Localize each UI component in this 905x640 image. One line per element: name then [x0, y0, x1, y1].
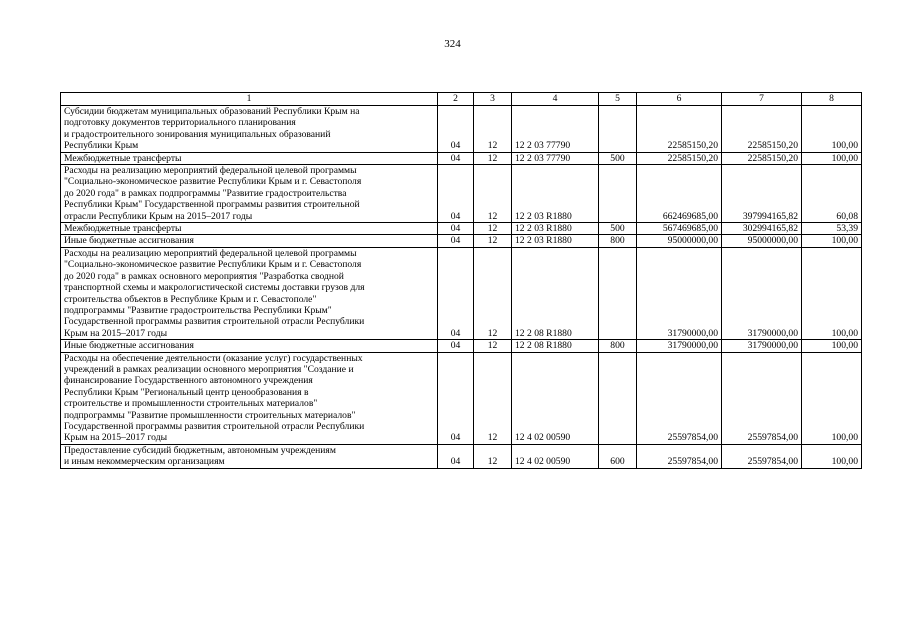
- table-row: [61, 444, 862, 468]
- row-subsection-code: 12: [474, 444, 512, 468]
- row-plan-amount: 31790000,00: [637, 340, 722, 352]
- row-description: Иные бюджетные ассигнования: [61, 340, 438, 352]
- row-description: Иные бюджетные ассигнования: [61, 235, 438, 247]
- row-plan-amount: 25597854,00: [637, 444, 722, 468]
- table-row: [61, 223, 862, 235]
- row-percent: 53,39: [802, 223, 862, 235]
- row-plan-amount: 22585150,20: [637, 106, 722, 153]
- row-expense-type: [599, 106, 637, 153]
- header-cell: 5: [599, 93, 637, 106]
- row-plan-amount: 22585150,20: [637, 152, 722, 164]
- row-actual-amount: 25597854,00: [722, 444, 802, 468]
- row-section-code: 04: [438, 165, 474, 223]
- row-subsection-code: 12: [474, 340, 512, 352]
- row-actual-amount: 397994165,82: [722, 165, 802, 223]
- row-plan-amount: 31790000,00: [637, 247, 722, 339]
- row-percent: 100,00: [802, 106, 862, 153]
- row-subsection-code: 12: [474, 165, 512, 223]
- row-target-article: 12 4 02 00590: [512, 352, 599, 444]
- row-percent: 100,00: [802, 352, 862, 444]
- row-subsection-code: 12: [474, 223, 512, 235]
- row-plan-amount: 25597854,00: [637, 352, 722, 444]
- row-actual-amount: 95000000,00: [722, 235, 802, 247]
- row-expense-type: [599, 352, 637, 444]
- row-description: Предоставление субсидий бюджетным, автономным учреждениям и иным некоммерческим организациям: [61, 444, 438, 468]
- row-description: Расходы на реализацию мероприятий федеральной целевой программы "Социально-экономическое развитие Республики Крым и г. Севастополя до 2020 года" в рамках основного мероприятия "Разработка сводной транспортной схемы и макрологистической системы доставки грузов для строительства объектов в Республике Крым и г. Севастополе" подпрограммы "Развитие градостроительства Республики Крым" Государственной программы развития строительной отрасли Республики Крым на 2015–2017 годы: [61, 247, 438, 339]
- row-expense-type: [599, 247, 637, 339]
- row-target-article: 12 2 03 R1880: [512, 235, 599, 247]
- row-description: Расходы на обеспечение деятельности (оказание услуг) государственных учреждений в рамках реализации основного мероприятия "Создание и финансирование Государственного автономного учреждения Республики Крым "Региональный центр ценообразования в строительстве и промышленности строительных материалов" подпрограммы "Развитие промышленности строительных материалов" Государственной программы развития строительной отрасли Республики Крым на 2015–2017 годы: [61, 352, 438, 444]
- page-number: 324: [444, 38, 461, 50]
- row-section-code: 04: [438, 247, 474, 339]
- row-expense-type: 800: [599, 340, 637, 352]
- row-plan-amount: 95000000,00: [637, 235, 722, 247]
- row-expense-type: [599, 165, 637, 223]
- row-target-article: 12 2 08 R1880: [512, 340, 599, 352]
- row-percent: 100,00: [802, 235, 862, 247]
- header-cell: 7: [722, 93, 802, 106]
- row-actual-amount: 31790000,00: [722, 247, 802, 339]
- row-actual-amount: 31790000,00: [722, 340, 802, 352]
- row-section-code: 04: [438, 340, 474, 352]
- row-section-code: 04: [438, 152, 474, 164]
- row-target-article: 12 4 02 00590: [512, 444, 599, 468]
- table-row: [61, 352, 862, 444]
- table-row: [61, 152, 862, 164]
- row-plan-amount: 662469685,00: [637, 165, 722, 223]
- row-section-code: 04: [438, 352, 474, 444]
- row-target-article: 12 2 03 R1880: [512, 223, 599, 235]
- row-subsection-code: 12: [474, 106, 512, 153]
- row-percent: 60,08: [802, 165, 862, 223]
- row-percent: 100,00: [802, 247, 862, 339]
- row-description: Субсидии бюджетам муниципальных образований Республики Крым на подготовку документов территориального планирования и градостроительного зонирования муниципальных образований Республики Крым: [61, 106, 438, 153]
- row-target-article: 12 2 03 77790: [512, 106, 599, 153]
- row-target-article: 12 2 03 R1880: [512, 165, 599, 223]
- row-expense-type: 500: [599, 152, 637, 164]
- row-actual-amount: 25597854,00: [722, 352, 802, 444]
- budget-table: [60, 92, 862, 469]
- row-subsection-code: 12: [474, 352, 512, 444]
- header-cell: 6: [637, 93, 722, 106]
- row-actual-amount: 302994165,82: [722, 223, 802, 235]
- row-expense-type: 600: [599, 444, 637, 468]
- header-cell: 3: [474, 93, 512, 106]
- table-row: [61, 165, 862, 223]
- row-expense-type: 500: [599, 223, 637, 235]
- row-percent: 100,00: [802, 340, 862, 352]
- row-percent: 100,00: [802, 152, 862, 164]
- row-percent: 100,00: [802, 444, 862, 468]
- header-row: [61, 93, 862, 106]
- row-section-code: 04: [438, 106, 474, 153]
- row-target-article: 12 2 08 R1880: [512, 247, 599, 339]
- table-row: [61, 340, 862, 352]
- row-subsection-code: 12: [474, 235, 512, 247]
- table-row: [61, 106, 862, 153]
- row-actual-amount: 22585150,20: [722, 152, 802, 164]
- row-section-code: 04: [438, 444, 474, 468]
- row-description: Межбюджетные трансферты: [61, 152, 438, 164]
- row-actual-amount: 22585150,20: [722, 106, 802, 153]
- row-target-article: 12 2 03 77790: [512, 152, 599, 164]
- row-expense-type: 800: [599, 235, 637, 247]
- row-section-code: 04: [438, 223, 474, 235]
- row-plan-amount: 567469685,00: [637, 223, 722, 235]
- header-cell: 1: [61, 93, 438, 106]
- header-cell: 8: [802, 93, 862, 106]
- row-description: Расходы на реализацию мероприятий федеральной целевой программы "Социально-экономическое развитие Республики Крым и г. Севастополя до 2020 года" в рамках подпрограммы "Развитие градостроительства Республики Крым" Государственной программы развития строительной отрасли Республики Крым на 2015–2017 годы: [61, 165, 438, 223]
- row-subsection-code: 12: [474, 152, 512, 164]
- header-cell: 2: [438, 93, 474, 106]
- table-row: [61, 235, 862, 247]
- row-description: Межбюджетные трансферты: [61, 223, 438, 235]
- row-subsection-code: 12: [474, 247, 512, 339]
- table-row: [61, 247, 862, 339]
- row-section-code: 04: [438, 235, 474, 247]
- header-cell: 4: [512, 93, 599, 106]
